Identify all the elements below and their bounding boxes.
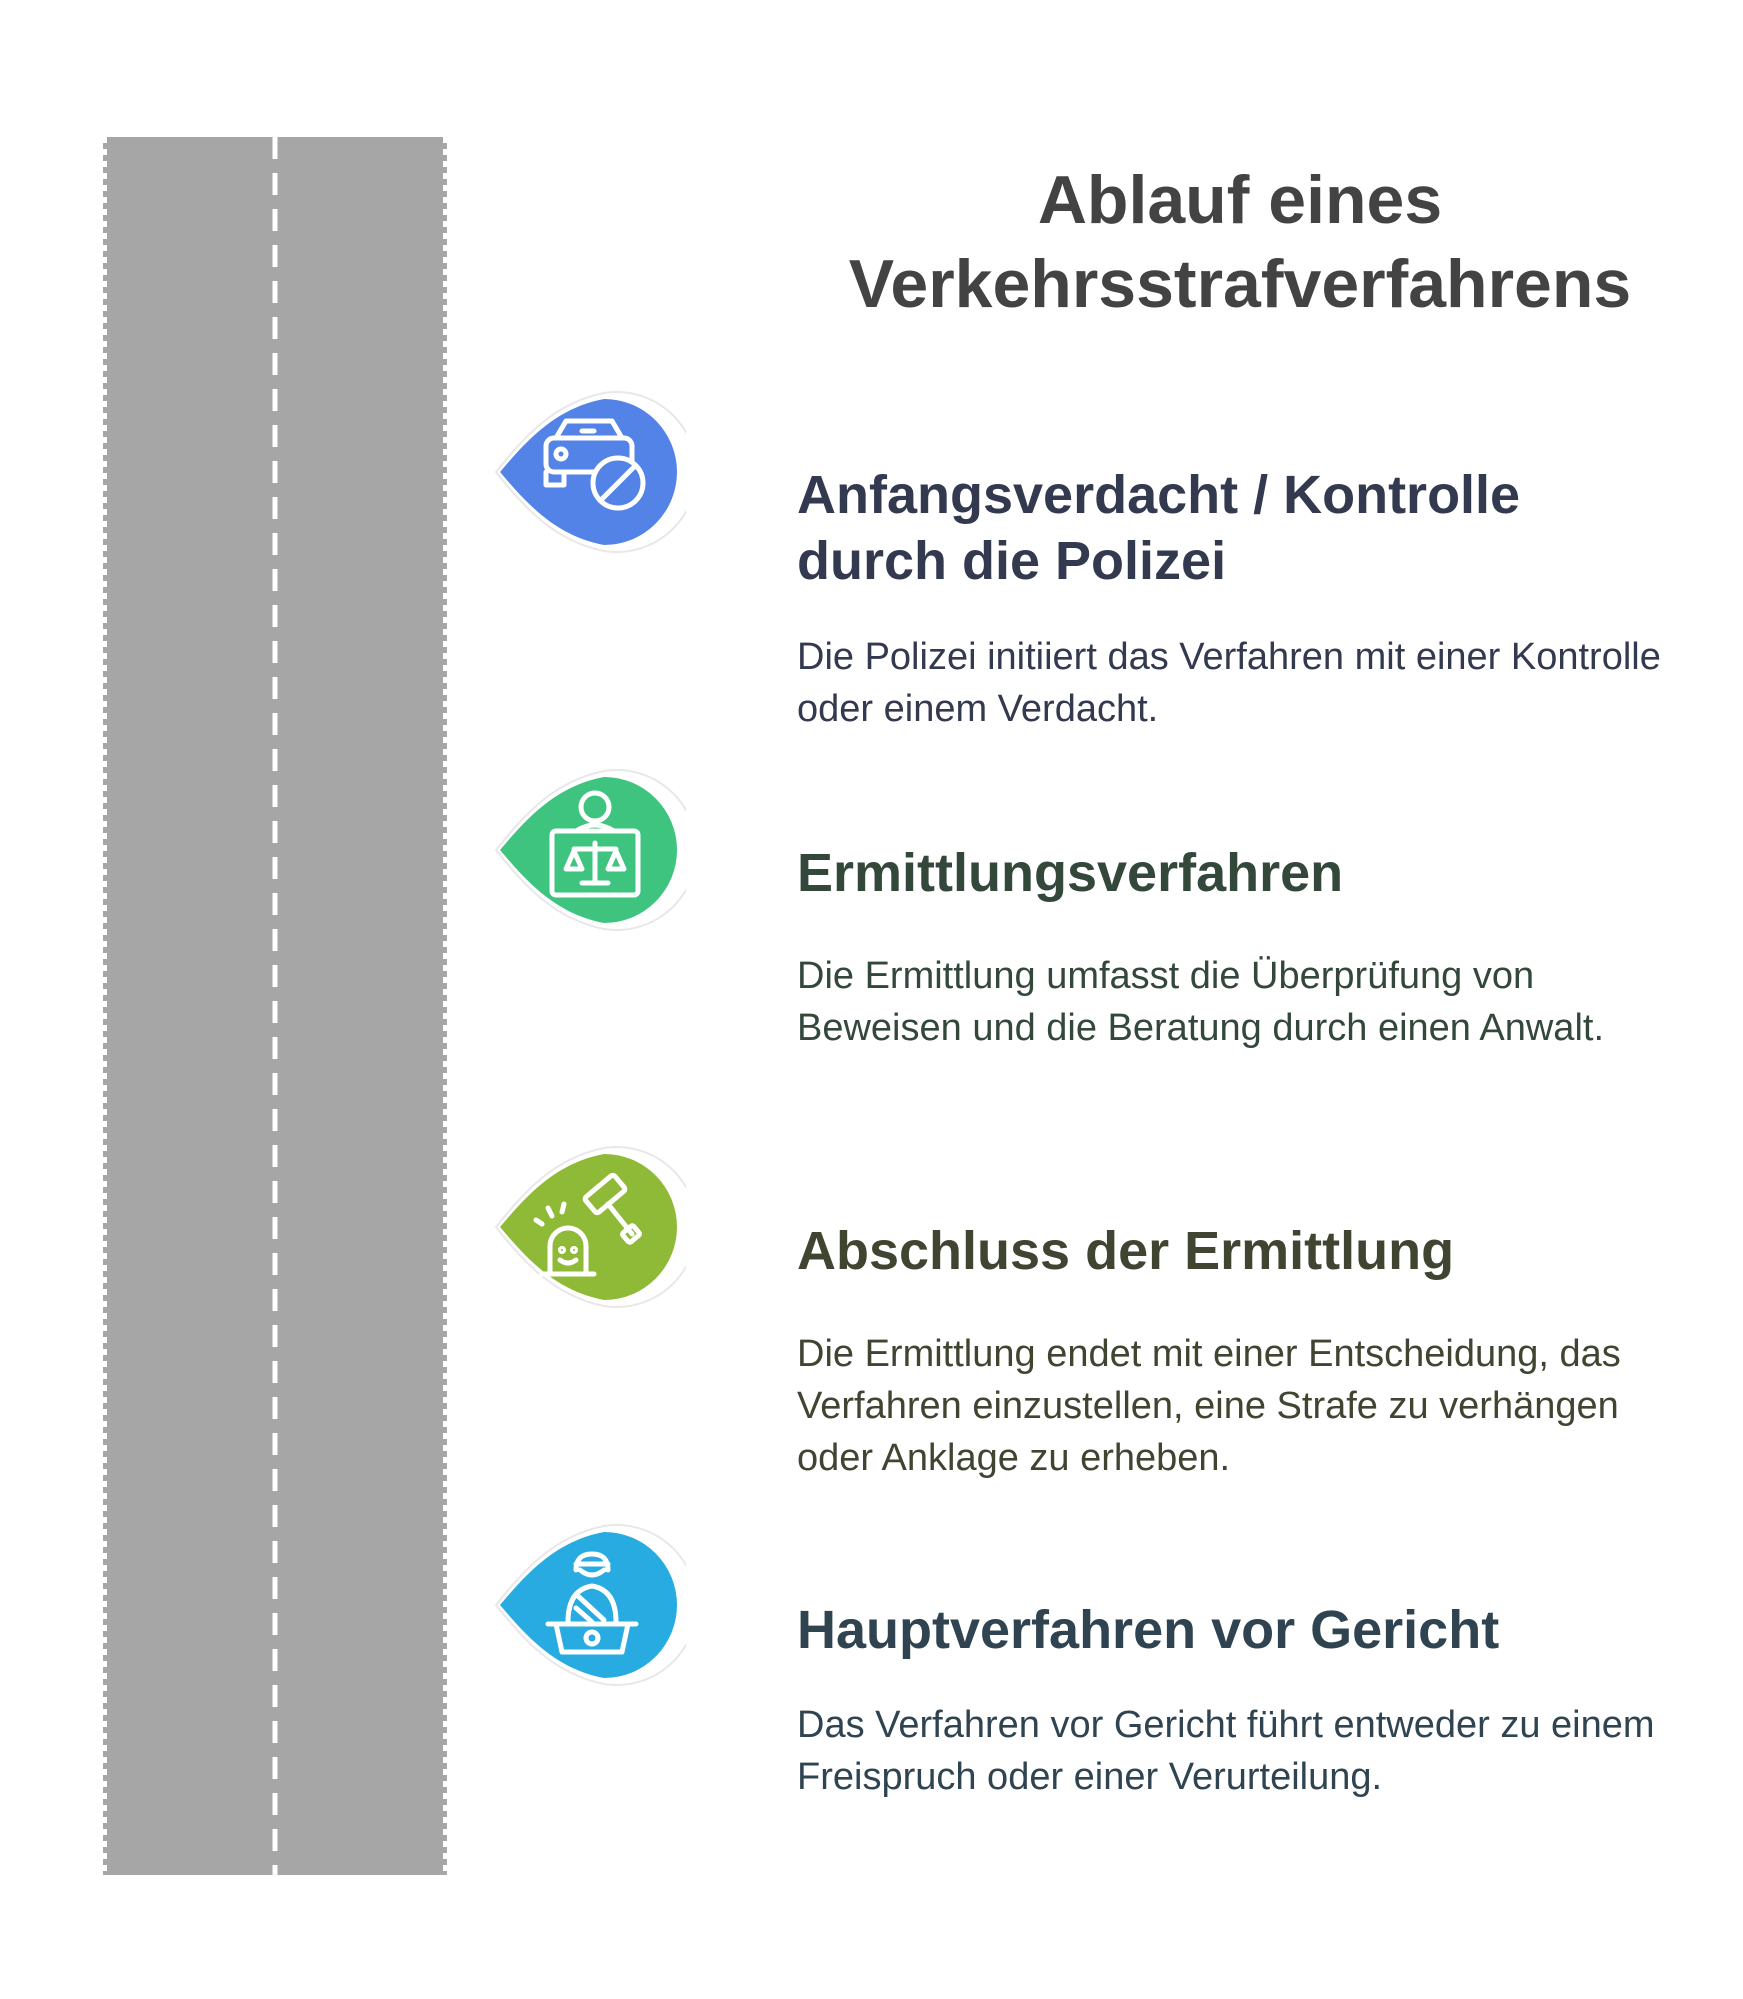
step-3-heading-line-1: Abschluss der Ermittlung <box>797 1221 1455 1281</box>
step-2-description: Die Ermittlung umfasst die Überprüfung von Beweisen und die Beratung durch einen Anwalt. <box>797 955 1604 1049</box>
step-3-marker-shape <box>500 1154 677 1300</box>
step-2-heading-line-1: Ermittlungsverfahren <box>797 843 1344 903</box>
step-1-heading-line-1: Anfangsverdacht / Kontrolle <box>797 465 1521 525</box>
road-graphic <box>103 137 447 1875</box>
step-3-heading <box>797 1218 1697 1284</box>
step-4-heading <box>797 1597 1697 1663</box>
step-1-heading-line-2: durch die Polizei <box>797 531 1227 591</box>
title-line-2: Verkehrsstrafverfahrens <box>848 246 1632 322</box>
step-4-marker <box>494 1524 686 1686</box>
step-1-marker <box>494 391 686 553</box>
step-1-heading <box>797 462 1697 594</box>
step-2-heading <box>797 840 1697 906</box>
page-title <box>760 158 1720 326</box>
step-1-description: Die Polizei initiiert das Verfahren mit einer Kontrolle oder einem Verdacht. <box>797 636 1661 730</box>
step-3-description: Die Ermittlung endet mit einer Entscheidung, das Verfahren einzustellen, eine Strafe zu verhängen oder Anklage zu erheben. <box>797 1333 1621 1479</box>
step-4-description: Das Verfahren vor Gericht führt entweder zu einem Freispruch oder einer Verurteilung. <box>797 1704 1655 1798</box>
step-2-marker <box>494 769 686 931</box>
title-line-1: Ablauf eines <box>1037 162 1443 238</box>
step-3-marker <box>494 1146 686 1308</box>
step-4-heading-line-1: Hauptverfahren vor Gericht <box>797 1600 1500 1660</box>
